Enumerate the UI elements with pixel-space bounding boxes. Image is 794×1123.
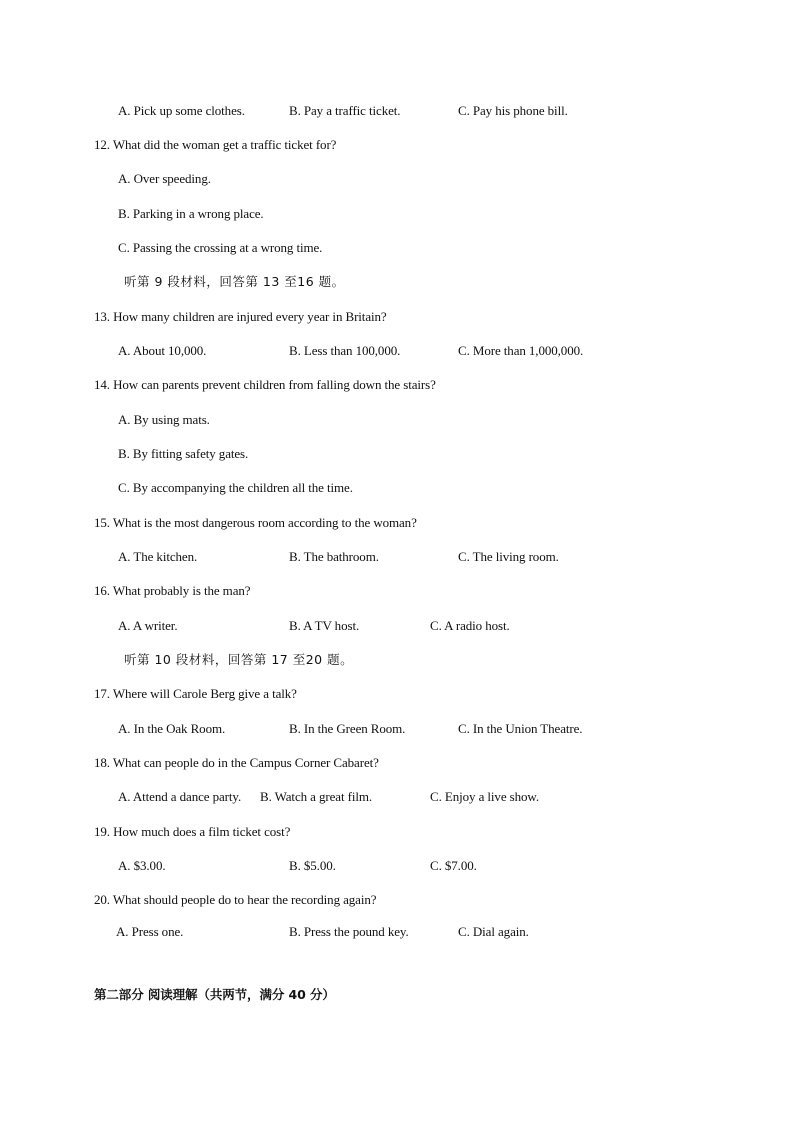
q12-option-b: B. Parking in a wrong place. (118, 206, 264, 221)
q16-question: 16. What probably is the man? (94, 583, 251, 598)
q12-question: 12. What did the woman get a traffic ticket for? (94, 137, 337, 152)
q19-option-b: B. $5.00. (289, 858, 336, 873)
q19-question: 19. How much does a film ticket cost? (94, 824, 291, 839)
q18-option-b: B. Watch a great film. (260, 789, 373, 804)
q15-option-c: C. The living room. (458, 549, 559, 564)
listening-instruction-9: 听第 9 段材料，回答第 13 至16 题。 (124, 274, 345, 289)
q12-option-a: A. Over speeding. (118, 171, 211, 186)
q14-option-a: A. By using mats. (118, 412, 210, 427)
q16-option-b: B. A TV host. (289, 618, 360, 633)
q13-option-a: A. About 10,000. (118, 343, 207, 358)
q11-option-a: A. Pick up some clothes. (118, 103, 245, 118)
q18-question: 18. What can people do in the Campus Corner Cabaret? (94, 755, 379, 770)
q11-option-b: B. Pay a traffic ticket. (289, 103, 401, 118)
q15-option-a: A. The kitchen. (118, 549, 198, 564)
q15-option-b: B. The bathroom. (289, 549, 379, 564)
q17-option-c: C. In the Union Theatre. (458, 721, 583, 736)
q13-question: 13. How many children are injured every year in Britain? (94, 309, 387, 324)
q18-option-c: C. Enjoy a live show. (430, 789, 539, 804)
q18-option-a: A. Attend a dance party. (118, 789, 242, 804)
q20-option-a: A. Press one. (116, 924, 184, 939)
q13-option-c: C. More than 1,000,000. (458, 343, 584, 358)
q20-option-c: C. Dial again. (458, 924, 529, 939)
q17-question: 17. Where will Carole Berg give a talk? (94, 686, 297, 701)
q17-option-b: B. In the Green Room. (289, 721, 406, 736)
q14-option-b: B. By fitting safety gates. (118, 446, 249, 461)
q16-option-c: C. A radio host. (430, 618, 510, 633)
q14-option-c: C. By accompanying the children all the time. (118, 480, 353, 495)
q20-question: 20. What should people do to hear the recording again? (94, 892, 377, 907)
q16-option-a: A. A writer. (118, 618, 178, 633)
q19-option-a: A. $3.00. (118, 858, 166, 873)
q14-question: 14. How can parents prevent children from falling down the stairs? (94, 377, 436, 392)
q12-option-c: C. Passing the crossing at a wrong time. (118, 240, 323, 255)
q17-option-a: A. In the Oak Room. (118, 721, 226, 736)
q13-option-b: B. Less than 100,000. (289, 343, 401, 358)
q19-option-c: C. $7.00. (430, 858, 477, 873)
q20-option-b: B. Press the pound key. (289, 924, 409, 939)
q15-question: 15. What is the most dangerous room according to the woman? (94, 515, 417, 530)
listening-instruction-10: 听第 10 段材料，回答第 17 至20 题。 (124, 652, 354, 667)
q11-option-c: C. Pay his phone bill. (458, 103, 568, 118)
section-2-heading: 第二部分 阅读理解（共两节，满分 40 分） (94, 987, 335, 1002)
